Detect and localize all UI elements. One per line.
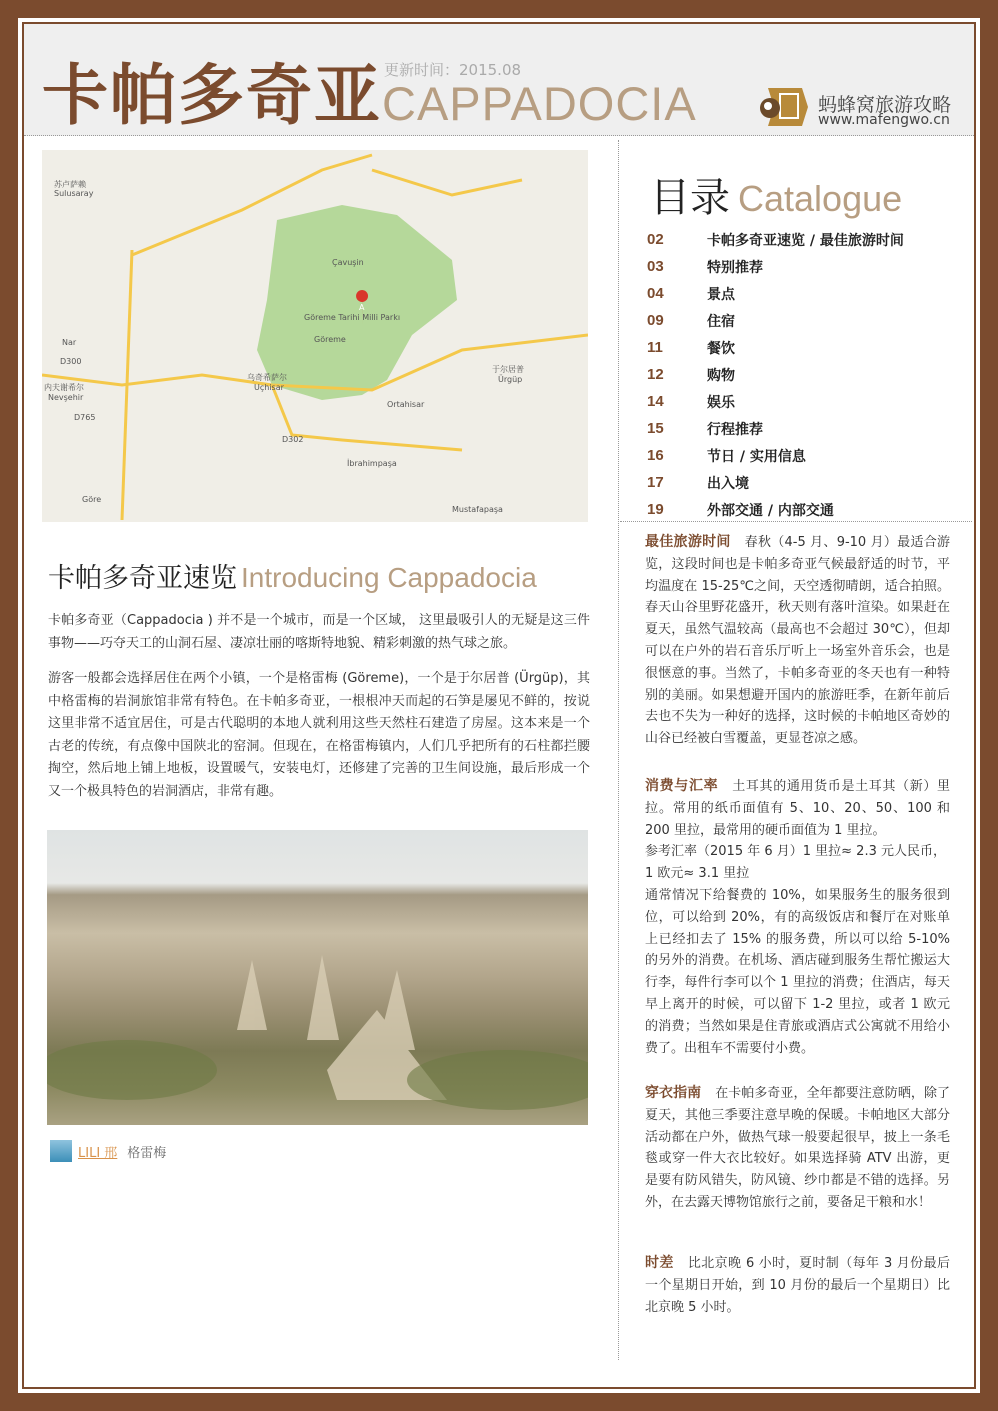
svg-text:A: A: [359, 303, 365, 312]
intro-title: 卡帕多奇亚速览 Introducing Cappadocia: [48, 562, 537, 594]
catalogue-label: 餐饮: [707, 340, 735, 357]
catalogue-item[interactable]: [647, 307, 947, 334]
catalogue-page: 19: [647, 501, 664, 518]
catalogue-page: 14: [647, 393, 664, 410]
svg-text:Ürgüp: Ürgüp: [498, 375, 523, 384]
svg-text:Çavuşin: Çavuşin: [332, 258, 364, 267]
page-title-en: CAPPADOCIA: [382, 77, 697, 130]
intro-paragraph-2: 游客一般都会选择居住在两个小镇，一个是格雷梅 (Göreme)，一个是于尔居普 (Ürgüp)，其中格雷梅的岩洞旅馆非常有特色。在卡帕多奇亚，一根根冲天而起的石笋是屡见不鲜的，按说这里非常不适宜居住，可是古代聪明的本地人就利用这些天然柱石建造了房屋。这本来是一个古老的传统，有点像中国陕北的窑洞。但现在，在格雷梅镇内，人们几乎把所有的石柱都拦腰掏空，然后地上铺上地板，设置暖气，安装电灯，还修建了完善的卫生间设施，最后形成一个又一个极具特色的岩洞酒店，非常有趣。: [48, 671, 590, 799]
catalogue-item[interactable]: [647, 469, 947, 496]
update-date: 更新时间：2015.08: [384, 61, 522, 79]
catalogue-page: 15: [647, 420, 664, 437]
best-time-section: 最佳旅游时间 春秋（4-5 月、9-10 月）最适合游览，这段时间也是卡帕多奇亚气候最舒适的时节，平均温度在 15-25℃之间，天空透彻晴朗，适合拍照。春天山谷里野花盛开，秋天则有落叶渲染。如果赶在夏天，虽然气温较高（最高也不会超过 30℃），但却可以在户外的岩石音乐厅听上一场室外音乐会，也是很惬意的事。当然了，卡帕多奇亚的冬天也有一种特别的美丽。如果想避开国内的旅游旺季，在新年前后去也不失为一种好的选择，这时候的卡帕地区奇妙的山谷已经被白雪覆盖，更显苍凉之感。: [645, 534, 950, 747]
svg-text:Mustafapaşa: Mustafapaşa: [452, 505, 503, 514]
svg-text:内夫谢希尔: 内夫谢希尔: [44, 383, 84, 392]
catalogue-label: 出入境: [707, 475, 749, 492]
svg-text:Ortahisar: Ortahisar: [387, 400, 425, 409]
catalogue-page: 09: [647, 312, 664, 329]
catalogue-label: 娱乐: [707, 394, 735, 411]
catalogue-item[interactable]: [647, 226, 947, 253]
time-difference-section: 时差 比北京晚 6 小时，夏时制（每年 3 月份最后一个星期日开始，到 10 月份的最后一个星期日）比北京晚 5 小时。: [645, 1255, 950, 1315]
catalogue-title: 目录 Catalogue: [650, 175, 903, 221]
svg-text:Nar: Nar: [62, 338, 77, 347]
logo-url[interactable]: www.mafengwo.cn: [818, 112, 950, 128]
catalogue-page: 17: [647, 474, 664, 491]
catalogue-label: 特别推荐: [707, 259, 763, 276]
avatar: [50, 1140, 72, 1162]
catalogue-item[interactable]: [647, 415, 947, 442]
catalogue-item[interactable]: [647, 496, 947, 523]
catalogue-label: 卡帕多奇亚速览 / 最佳旅游时间: [707, 232, 904, 249]
catalogue-list: [647, 226, 947, 523]
catalogue-page: 03: [647, 258, 664, 275]
goreme-photo: [47, 830, 588, 1125]
svg-text:乌奇希萨尔: 乌奇希萨尔: [247, 373, 287, 382]
column-divider: [618, 140, 619, 1360]
author-link[interactable]: LILI 邢: [78, 1145, 118, 1161]
catalogue-page: 11: [647, 339, 663, 356]
intro-paragraph-1: 卡帕多奇亚（Cappadocia ) 并不是一个城市，而是一个区域， 这里最吸引人的无疑是这三件事物——巧夺天工的山洞石屋、凄凉壮丽的喀斯特地貌、精彩刺激的热气球之旅。: [48, 613, 590, 651]
page-title: 卡帕多奇亚: [42, 57, 382, 134]
photo-location: 格雷梅: [127, 1145, 167, 1161]
currency-section: 消费与汇率 土耳其的通用货币是土耳其（新）里拉。常用的纸币面值有 5、10、20、50、100 和 200 里拉，最常用的硬币面值为 1 里拉。 参考汇率（2015 年 6 月）1 里拉≈ 2.3 元人民币， 1 欧元≈ 3.1 里拉 通常情况下给餐费的 10%，如果服务生的服务很到位，可以给到 20%，有的高级饭店和餐厅在对账单上已经扣去了 15% 的服务费，所以可以给 5-10% 的另外的消费。在机场、酒店碰到服务生帮忙搬运大行李，每件行李可以个 1 里拉的消费；住酒店，每天早上离开的时候，可以留下 1-2 里拉，或者 1 欧元的消费；当然如果是住青旅或酒店式公寓就不用给小费了。出租车不需要付小费。: [645, 778, 950, 1056]
catalogue-item[interactable]: [647, 253, 947, 280]
svg-text:İbrahimpaşa: İbrahimpaşa: [347, 459, 397, 468]
catalogue-page: 12: [647, 366, 664, 383]
catalogue-item[interactable]: [647, 280, 947, 307]
region-map[interactable]: [42, 150, 588, 522]
catalogue-item[interactable]: [647, 334, 947, 361]
svg-text:D765: D765: [74, 413, 96, 422]
catalogue-page: 04: [647, 285, 664, 302]
catalogue-page: 16: [647, 447, 664, 464]
svg-text:Göre: Göre: [82, 495, 102, 504]
logo-text: 蚂蜂窝旅游攻略: [818, 94, 952, 116]
catalogue-item[interactable]: [647, 361, 947, 388]
svg-text:D302: D302: [282, 435, 304, 444]
clothing-section: 穿衣指南 在卡帕多奇亚，全年都要注意防晒，除了夏天，其他三季要注意早晚的保暖。卡帕地区大部分活动都在户外，做热气球一般要起很早，披上一条毛毯或穿一件大衣比较好。如果选择骑 ATV 出游，更是要有防风错失，防风镜、纱巾都是不错的选择。另外，在去露天博物馆旅行之前，要备足干粮和水！: [645, 1085, 950, 1210]
catalogue-label: 外部交通 / 内部交通: [707, 502, 834, 519]
catalogue-page: 02: [647, 231, 664, 248]
svg-text:Nevşehir: Nevşehir: [48, 393, 84, 402]
svg-text:Sulusaray: Sulusaray: [54, 189, 94, 198]
svg-text:于尔居普: 于尔居普: [492, 365, 524, 374]
catalogue-item[interactable]: [647, 388, 947, 415]
svg-text:Göreme: Göreme: [314, 335, 346, 344]
svg-text:D300: D300: [60, 357, 82, 366]
catalogue-label: 住宿: [707, 313, 735, 330]
mafengwo-logo-icon: [758, 86, 808, 128]
catalogue-item[interactable]: [647, 442, 947, 469]
svg-text:Uçhisar: Uçhisar: [254, 383, 284, 392]
photo-caption: [50, 1140, 166, 1162]
catalogue-label: 购物: [707, 367, 735, 384]
svg-text:苏卢萨赖: 苏卢萨赖: [54, 180, 86, 189]
svg-text:Göreme Tarihi Milli Parkı: Göreme Tarihi Milli Parkı: [304, 313, 401, 322]
catalogue-label: 景点: [707, 286, 735, 303]
catalogue-label: 节日 / 实用信息: [707, 448, 806, 465]
catalogue-label: 行程推荐: [707, 421, 763, 438]
